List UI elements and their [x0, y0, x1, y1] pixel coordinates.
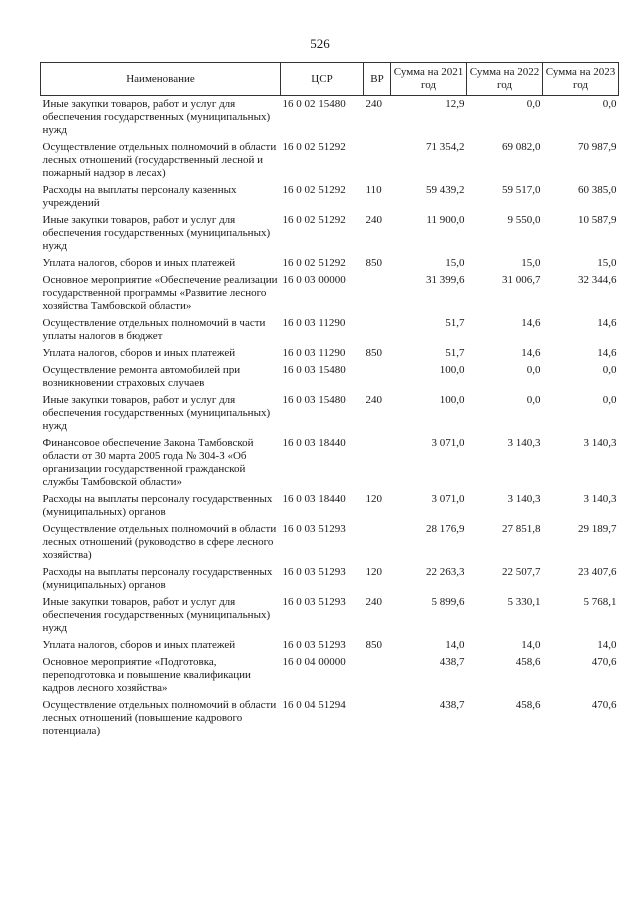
row-sum-2023: 0,0 [602, 364, 617, 376]
row-sum-2023: 60 385,0 [578, 184, 617, 196]
budget-table [40, 62, 619, 742]
row-vr [364, 523, 391, 566]
row-sum-2021: 100,0 [439, 364, 465, 376]
row-sum-2023: 10 587,9 [578, 214, 617, 226]
row-sum-2022: 27 851,8 [502, 523, 541, 535]
row-vr [364, 141, 391, 184]
row-sum-2022: 458,6 [515, 656, 541, 668]
row-sum-2022: 3 140,3 [507, 437, 541, 449]
row-sum-2021: 15,0 [445, 257, 465, 269]
row-vr: 240 [365, 394, 382, 406]
row-csr: 16 0 02 51292 [282, 184, 346, 196]
row-sum-2022: 15,0 [521, 257, 541, 269]
row-csr: 16 0 03 51293 [282, 639, 346, 651]
row-sum-2023: 14,6 [597, 347, 617, 359]
page-number: 526 [310, 36, 330, 51]
table-row [41, 317, 619, 347]
row-sum-2021: 5 899,6 [431, 596, 465, 608]
row-vr [364, 437, 391, 493]
row-name: Расходы на выплаты персоналу государственных (муниципальных) органов [42, 493, 273, 518]
row-csr: 16 0 03 18440 [282, 493, 346, 505]
row-name: Финансовое обеспечение Закона Тамбовской области от 30 марта 2005 года № 304-З «Об организации государственной гражданской службы Тамбовской области» [42, 437, 254, 488]
table-row [41, 699, 619, 742]
row-csr: 16 0 03 18440 [282, 437, 346, 449]
row-sum-2023: 15,0 [597, 257, 617, 269]
row-vr: 110 [365, 184, 382, 196]
row-sum-2023: 70 987,9 [578, 141, 617, 153]
row-sum-2023: 0,0 [602, 98, 617, 110]
row-name: Осуществление отдельных полномочий в области лесных отношений (повышение кадрового потенциала) [42, 699, 277, 737]
row-vr: 120 [365, 566, 382, 578]
table-row [41, 257, 619, 274]
row-sum-2023: 3 140,3 [583, 493, 617, 505]
table-row [41, 141, 619, 184]
row-sum-2022: 458,6 [515, 699, 541, 711]
row-sum-2022: 0,0 [526, 394, 541, 406]
row-name: Основное мероприятие «Подготовка, переподготовка и повышение квалификации кадров лесного хозяйства» [42, 656, 251, 694]
row-csr: 16 0 04 51294 [282, 699, 346, 711]
table-row [41, 566, 619, 596]
table-row [41, 214, 619, 257]
row-vr: 850 [365, 257, 382, 269]
row-csr: 16 0 03 15480 [282, 394, 346, 406]
header-sum-2021: Сумма на 2021 год [391, 63, 467, 96]
row-vr [364, 274, 391, 317]
table-row [41, 656, 619, 699]
table-row [41, 96, 619, 142]
row-sum-2021: 438,7 [439, 656, 465, 668]
header-sum-2023: Сумма на 2023 год [543, 63, 619, 96]
row-sum-2022: 3 140,3 [507, 493, 541, 505]
row-sum-2023: 23 407,6 [578, 566, 617, 578]
row-csr: 16 0 03 00000 [282, 274, 346, 286]
header-name: Наименование [41, 63, 281, 96]
row-name: Иные закупки товаров, работ и услуг для обеспечения государственных (муниципальных) нужд [42, 394, 271, 432]
row-sum-2021: 3 071,0 [431, 493, 465, 505]
row-sum-2023: 3 140,3 [583, 437, 617, 449]
row-sum-2021: 31 399,6 [426, 274, 465, 286]
row-csr: 16 0 02 51292 [282, 257, 346, 269]
row-sum-2023: 14,6 [597, 317, 617, 329]
row-vr [364, 364, 391, 394]
row-sum-2023: 0,0 [602, 394, 617, 406]
row-vr: 850 [365, 639, 382, 651]
row-sum-2023: 5 768,1 [583, 596, 617, 608]
header-vr: ВР [364, 63, 391, 96]
table-row [41, 347, 619, 364]
row-name: Расходы на выплаты персоналу казенных учреждений [42, 184, 237, 209]
row-sum-2022: 59 517,0 [502, 184, 541, 196]
row-sum-2021: 22 263,3 [426, 566, 465, 578]
row-csr: 16 0 02 15480 [282, 98, 346, 110]
row-name: Иные закупки товаров, работ и услуг для обеспечения государственных (муниципальных) нужд [42, 214, 271, 252]
row-vr: 120 [365, 493, 382, 505]
table-row [41, 184, 619, 214]
row-name: Осуществление отдельных полномочий в области лесных отношений (руководство в сфере лесного хозяйства) [42, 523, 277, 561]
row-sum-2023: 32 344,6 [578, 274, 617, 286]
row-sum-2023: 14,0 [597, 639, 617, 651]
row-name: Иные закупки товаров, работ и услуг для обеспечения государственных (муниципальных) нужд [42, 596, 271, 634]
row-sum-2022: 14,6 [521, 347, 541, 359]
table-body [41, 96, 619, 743]
row-csr: 16 0 03 51293 [282, 566, 346, 578]
row-csr: 16 0 03 51293 [282, 523, 346, 535]
table-row [41, 394, 619, 437]
row-name: Осуществление ремонта автомобилей при возникновении страховых случаев [42, 364, 241, 389]
row-csr: 16 0 03 11290 [282, 347, 346, 359]
row-sum-2022: 9 550,0 [507, 214, 541, 226]
row-vr [364, 699, 391, 742]
row-vr: 240 [365, 98, 382, 110]
table-row [41, 523, 619, 566]
row-vr [364, 317, 391, 347]
row-vr: 240 [365, 214, 382, 226]
row-sum-2023: 470,6 [591, 699, 617, 711]
row-sum-2021: 51,7 [445, 347, 465, 359]
row-sum-2022: 0,0 [526, 364, 541, 376]
row-sum-2023: 29 189,7 [578, 523, 617, 535]
row-sum-2022: 22 507,7 [502, 566, 541, 578]
row-csr: 16 0 03 15480 [282, 364, 346, 376]
table-row [41, 596, 619, 639]
row-csr: 16 0 02 51292 [282, 214, 346, 226]
row-sum-2023: 470,6 [591, 656, 617, 668]
row-name: Уплата налогов, сборов и иных платежей [42, 639, 236, 651]
row-sum-2022: 5 330,1 [507, 596, 541, 608]
row-sum-2021: 14,0 [445, 639, 465, 651]
row-csr: 16 0 03 11290 [282, 317, 346, 329]
row-vr: 850 [365, 347, 382, 359]
row-sum-2021: 11 900,0 [426, 214, 465, 226]
row-vr [364, 656, 391, 699]
row-sum-2022: 69 082,0 [502, 141, 541, 153]
row-name: Расходы на выплаты персоналу государственных (муниципальных) органов [42, 566, 273, 591]
header-sum-2022: Сумма на 2022 год [467, 63, 543, 96]
table-row [41, 437, 619, 493]
row-sum-2022: 14,0 [521, 639, 541, 651]
row-sum-2021: 3 071,0 [431, 437, 465, 449]
row-vr: 240 [365, 596, 382, 608]
row-csr: 16 0 03 51293 [282, 596, 346, 608]
table-header-row [41, 63, 619, 96]
row-sum-2021: 100,0 [439, 394, 465, 406]
table-row [41, 639, 619, 656]
row-sum-2022: 14,6 [521, 317, 541, 329]
table-row [41, 364, 619, 394]
row-sum-2022: 31 006,7 [502, 274, 541, 286]
table-row [41, 493, 619, 523]
row-sum-2022: 0,0 [526, 98, 541, 110]
row-name: Уплата налогов, сборов и иных платежей [42, 257, 236, 269]
row-sum-2021: 438,7 [439, 699, 465, 711]
table-row [41, 274, 619, 317]
row-csr: 16 0 04 00000 [282, 656, 346, 668]
header-csr: ЦСР [281, 63, 364, 96]
row-name: Осуществление отдельных полномочий в области лесных отношений (государственный лесной и пожарный надзор в лесах) [42, 141, 277, 179]
row-name: Основное мероприятие «Обеспечение реализации государственной программы «Развитие лесного хозяйства Тамбовской области» [42, 274, 278, 312]
row-sum-2021: 71 354,2 [426, 141, 465, 153]
row-csr: 16 0 02 51292 [282, 141, 346, 153]
row-sum-2021: 28 176,9 [426, 523, 465, 535]
row-name: Уплата налогов, сборов и иных платежей [42, 347, 236, 359]
row-sum-2021: 51,7 [445, 317, 465, 329]
row-sum-2021: 12,9 [445, 98, 465, 110]
row-name: Осуществление отдельных полномочий в части уплаты налогов в бюджет [42, 317, 266, 342]
row-name: Иные закупки товаров, работ и услуг для обеспечения государственных (муниципальных) нужд [42, 98, 271, 136]
row-sum-2021: 59 439,2 [426, 184, 465, 196]
